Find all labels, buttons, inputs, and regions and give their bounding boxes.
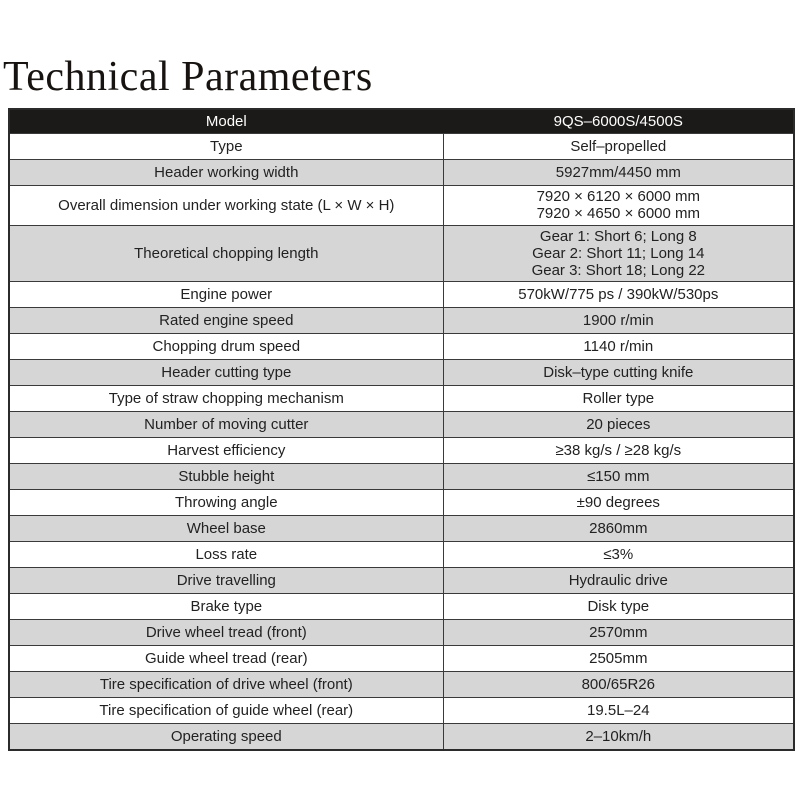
- parameter-name-cell: Overall dimension under working state (L × W × H): [9, 186, 443, 226]
- parameter-name-cell: Type: [9, 134, 443, 160]
- parameter-value-line: ±90 degrees: [576, 494, 660, 512]
- parameter-name-cell: Header cutting type: [9, 360, 443, 386]
- table-row: [9, 334, 794, 360]
- parameter-value-line: 2505mm: [589, 650, 648, 668]
- parameter-name-cell: Loss rate: [9, 542, 443, 568]
- parameter-value-cell: [443, 620, 794, 646]
- parameter-name-cell: Guide wheel tread (rear): [9, 646, 443, 672]
- parameter-name-cell: Stubble height: [9, 464, 443, 490]
- parameter-value-cell: [443, 516, 794, 542]
- table-row: [9, 412, 794, 438]
- parameter-name-cell: Header working width: [9, 160, 443, 186]
- parameter-name-cell: Operating speed: [9, 724, 443, 751]
- table-row: [9, 386, 794, 412]
- parameter-value-line: 1900 r/min: [582, 312, 654, 330]
- table-row: [9, 594, 794, 620]
- parameter-value-line: 800/65R26: [581, 676, 655, 694]
- parameter-value-cell: [443, 464, 794, 490]
- parameter-name-cell: Type of straw chopping mechanism: [9, 386, 443, 412]
- parameter-value-line: Self–propelled: [570, 137, 667, 155]
- table-row: [9, 308, 794, 334]
- parameter-value-line: ≥38 kg/s / ≥28 kg/s: [555, 442, 682, 460]
- parameter-name-cell: Drive travelling: [9, 568, 443, 594]
- parameter-value-cell: [443, 672, 794, 698]
- parameter-value-line: 2–10km/h: [585, 728, 652, 746]
- parameter-name-cell: Chopping drum speed: [9, 334, 443, 360]
- table-header-row: [9, 109, 794, 134]
- parameter-name-cell: Harvest efficiency: [9, 438, 443, 464]
- parameter-name-cell: Drive wheel tread (front): [9, 620, 443, 646]
- table-row: [9, 724, 794, 751]
- parameter-name-cell: Throwing angle: [9, 490, 443, 516]
- parameter-value-cell: [443, 386, 794, 412]
- technical-parameters-table: [8, 108, 795, 751]
- page-title: Technical Parameters: [3, 54, 373, 100]
- table-row: [9, 160, 794, 186]
- table-row: [9, 225, 794, 282]
- parameter-value-line: 2860mm: [589, 520, 648, 538]
- table-row: [9, 438, 794, 464]
- parameter-value-line: Roller type: [582, 390, 655, 408]
- parameter-value-line: Gear 1: Short 6; Long 8: [539, 227, 697, 245]
- parameter-value-line: 570kW/775 ps / 390kW/530ps: [518, 286, 719, 304]
- parameter-name-cell: Number of moving cutter: [9, 412, 443, 438]
- parameter-value-line: ≤150 mm: [587, 468, 650, 486]
- parameter-value-cell: [443, 542, 794, 568]
- parameter-value-line: Disk–type cutting knife: [543, 364, 694, 382]
- parameter-name-cell: Tire specification of guide wheel (rear): [9, 698, 443, 724]
- parameter-value-line: 19.5L–24: [587, 702, 650, 720]
- parameter-name-cell: Engine power: [9, 282, 443, 308]
- parameter-value-line: 20 pieces: [586, 416, 651, 434]
- parameter-value-cell: [443, 334, 794, 360]
- parameter-value-cell: [443, 646, 794, 672]
- table-row: [9, 186, 794, 226]
- parameter-name-cell: Wheel base: [9, 516, 443, 542]
- parameter-value-line: Gear 2: Short 11; Long 14: [532, 244, 705, 262]
- parameter-value-cell: [443, 412, 794, 438]
- table-row: [9, 672, 794, 698]
- table-row: [9, 516, 794, 542]
- table-row: [9, 490, 794, 516]
- table-row: [9, 360, 794, 386]
- parameter-name-cell: Rated engine speed: [9, 308, 443, 334]
- parameter-value-cell: [443, 438, 794, 464]
- parameter-value-line: 2570mm: [589, 624, 648, 642]
- table-row: [9, 620, 794, 646]
- parameter-name-cell: Brake type: [9, 594, 443, 620]
- header-cell-model-value: 9QS–6000S/4500S: [443, 109, 794, 134]
- parameter-value-cell: [443, 594, 794, 620]
- parameter-value-line: 7920 × 4650 × 6000 mm: [536, 205, 701, 223]
- header-cell-model: Model: [9, 109, 443, 134]
- parameter-name-cell: Theoretical chopping length: [9, 225, 443, 282]
- table-row: [9, 698, 794, 724]
- parameter-value-cell: [443, 308, 794, 334]
- table-row: [9, 134, 794, 160]
- parameter-value-cell: [443, 568, 794, 594]
- parameter-value-line: 1140 r/min: [583, 338, 654, 356]
- parameter-value-cell: [443, 134, 794, 160]
- parameter-value-cell: [443, 282, 794, 308]
- parameter-value-cell: [443, 490, 794, 516]
- table-row: [9, 282, 794, 308]
- parameter-value-cell: [443, 724, 794, 751]
- parameter-value-line: ≤3%: [603, 546, 634, 564]
- table-row: [9, 568, 794, 594]
- parameter-value-cell: [443, 360, 794, 386]
- parameter-name-cell: Tire specification of drive wheel (front): [9, 672, 443, 698]
- parameter-value-cell: [443, 186, 794, 226]
- table-row: [9, 542, 794, 568]
- parameter-value-line: 5927mm/4450 mm: [555, 163, 681, 181]
- parameter-value-cell: [443, 698, 794, 724]
- parameter-value-cell: [443, 225, 794, 282]
- parameter-value-line: Hydraulic drive: [568, 572, 668, 590]
- parameter-value-line: Gear 3: Short 18; Long 22: [531, 262, 706, 279]
- table-row: [9, 646, 794, 672]
- parameter-value-line: Disk type: [587, 598, 650, 616]
- parameter-value-line: 7920 × 6120 × 6000 mm: [536, 188, 701, 205]
- table-row: [9, 464, 794, 490]
- parameter-value-cell: [443, 160, 794, 186]
